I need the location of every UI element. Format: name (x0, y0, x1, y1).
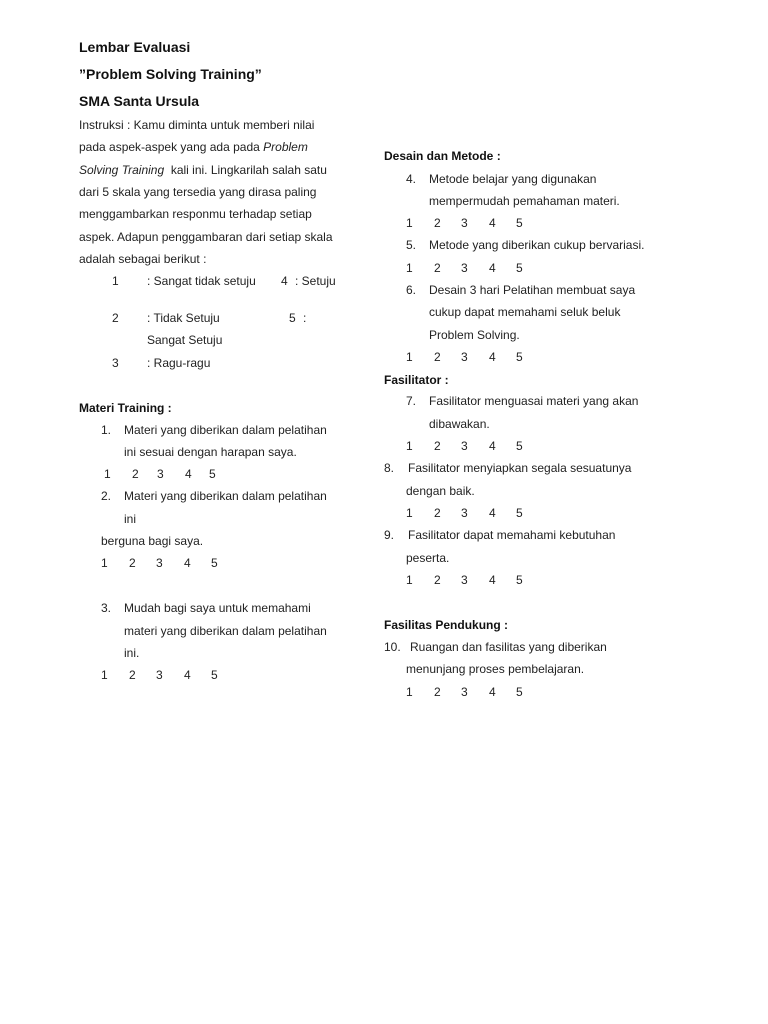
section-heading-pendukung: Fasilitas Pendukung : (384, 618, 509, 632)
legend-label: Sangat Setuju (147, 333, 223, 347)
question-number: 9. (384, 528, 395, 542)
question-number: 4. (406, 172, 417, 186)
question-text: materi yang diberikan dalam pelatihan (124, 624, 327, 638)
title-line-1: Lembar Evaluasi (79, 39, 191, 55)
rating-option-4[interactable]: 4 (489, 506, 496, 520)
rating-option-4[interactable]: 4 (489, 350, 496, 364)
question-number: 3. (101, 601, 112, 615)
question-text: Mudah bagi saya untuk memahami (124, 601, 311, 615)
rating-option-5[interactable]: 5 (516, 685, 523, 699)
question-text: Fasilitator menguasai materi yang akan (429, 394, 639, 408)
instructions-line (79, 163, 327, 177)
rating-option-5[interactable]: 5 (516, 439, 523, 453)
rating-option-5[interactable]: 5 (516, 573, 523, 587)
rating-option-3[interactable]: 3 (461, 261, 468, 275)
question-text: ini (124, 512, 137, 526)
question-text: mempermudah pemahaman materi. (429, 194, 620, 208)
instructions-line (79, 140, 308, 154)
rating-option-1[interactable]: 1 (406, 439, 413, 453)
rating-option-4[interactable]: 4 (184, 556, 191, 570)
legend-label: : Tidak Setuju (147, 311, 220, 325)
rating-option-4[interactable]: 4 (489, 439, 496, 453)
rating-option-1[interactable]: 1 (406, 573, 413, 587)
question-text: ini sesuai dengan harapan saya. (124, 445, 297, 459)
rating-option-4[interactable]: 4 (185, 467, 192, 481)
question-text: cukup dapat memahami seluk beluk (429, 305, 621, 319)
rating-option-5[interactable]: 5 (516, 350, 523, 364)
instructions-line: aspek. Adapun penggambaran dari setiap skala (79, 230, 333, 244)
rating-option-1[interactable]: 1 (406, 506, 413, 520)
rating-option-3[interactable]: 3 (461, 216, 468, 230)
question-text: peserta. (406, 551, 450, 565)
rating-option-3[interactable]: 3 (461, 685, 468, 699)
legend-label: : Ragu-ragu (147, 356, 211, 370)
question-number: 6. (406, 283, 417, 297)
question-text: dengan baik. (406, 484, 475, 498)
question-text: Materi yang diberikan dalam pelatihan (124, 489, 327, 503)
rating-option-1[interactable]: 1 (406, 261, 413, 275)
rating-option-2[interactable]: 2 (434, 685, 441, 699)
rating-option-2[interactable]: 2 (434, 350, 441, 364)
rating-option-5[interactable]: 5 (209, 467, 216, 481)
rating-option-2[interactable]: 2 (434, 439, 441, 453)
rating-option-2[interactable]: 2 (434, 506, 441, 520)
instructions-italic: Solving Training (79, 163, 165, 177)
question-number: 1. (101, 423, 112, 437)
legend-label: : Setuju (295, 274, 336, 288)
instructions-line: Instruksi : Kamu diminta untuk memberi nilai (79, 118, 315, 132)
legend-label: : (303, 311, 307, 325)
rating-option-3[interactable]: 3 (156, 556, 163, 570)
section-heading-desain: Desain dan Metode : (384, 149, 501, 163)
legend-number: 1 (112, 274, 119, 288)
question-text: Metode yang diberikan cukup bervariasi. (429, 238, 645, 252)
question-text: Problem Solving. (429, 328, 520, 342)
question-number: 2. (101, 489, 112, 503)
rating-option-4[interactable]: 4 (184, 668, 191, 682)
legend-number: 2 (112, 311, 119, 325)
instructions-text: kali ini. Lingkarilah salah satu (170, 163, 327, 177)
legend-number: 3 (112, 356, 119, 370)
rating-option-2[interactable]: 2 (129, 556, 136, 570)
question-number: 8. (384, 461, 395, 475)
question-number: 5. (406, 238, 417, 252)
rating-option-3[interactable]: 3 (461, 350, 468, 364)
rating-option-2[interactable]: 2 (132, 467, 139, 481)
instructions-line: adalah sebagai berikut : (79, 252, 207, 266)
rating-option-4[interactable]: 4 (489, 573, 496, 587)
title-line-3: SMA Santa Ursula (79, 93, 200, 109)
rating-option-5[interactable]: 5 (211, 556, 218, 570)
instructions-italic: Problem (263, 140, 308, 154)
rating-option-5[interactable]: 5 (516, 216, 523, 230)
question-text: menunjang proses pembelajaran. (406, 662, 585, 676)
rating-option-1[interactable]: 1 (406, 350, 413, 364)
question-text: Materi yang diberikan dalam pelatihan (124, 423, 327, 437)
section-heading-materi: Materi Training : (79, 401, 172, 415)
rating-option-3[interactable]: 3 (461, 439, 468, 453)
rating-option-5[interactable]: 5 (516, 261, 523, 275)
rating-option-3[interactable]: 3 (157, 467, 164, 481)
title-line-2: ”Problem Solving Training” (79, 66, 262, 82)
rating-option-1[interactable]: 1 (101, 668, 108, 682)
rating-option-3[interactable]: 3 (156, 668, 163, 682)
rating-option-1[interactable]: 1 (101, 556, 108, 570)
question-text: Desain 3 hari Pelatihan membuat saya (429, 283, 636, 297)
question-number: 10. (384, 640, 401, 654)
question-text: Ruangan dan fasilitas yang diberikan (410, 640, 607, 654)
question-number: 7. (406, 394, 417, 408)
question-text: Fasilitator menyiapkan segala sesuatunya (408, 461, 632, 475)
question-text: ini. (124, 646, 140, 660)
question-text: dibawakan. (429, 417, 490, 431)
section-heading-fasilitator: Fasilitator : (384, 373, 449, 387)
legend-number: 5 (289, 311, 296, 325)
question-text: Fasilitator dapat memahami kebutuhan (408, 528, 616, 542)
rating-option-3[interactable]: 3 (461, 506, 468, 520)
rating-option-2[interactable]: 2 (434, 573, 441, 587)
rating-option-3[interactable]: 3 (461, 573, 468, 587)
rating-option-2[interactable]: 2 (434, 261, 441, 275)
rating-option-1[interactable]: 1 (406, 685, 413, 699)
rating-option-2[interactable]: 2 (129, 668, 136, 682)
question-text: Metode belajar yang digunakan (429, 172, 597, 186)
rating-option-5[interactable]: 5 (211, 668, 218, 682)
rating-option-4[interactable]: 4 (489, 685, 496, 699)
question-text: berguna bagi saya. (101, 534, 204, 548)
rating-option-4[interactable]: 4 (489, 216, 496, 230)
instructions-text: pada aspek-aspek yang ada pada (79, 140, 264, 154)
instructions-line: dari 5 skala yang tersedia yang dirasa paling (79, 185, 317, 199)
legend-number: 4 (281, 274, 288, 288)
rating-option-5[interactable]: 5 (516, 506, 523, 520)
rating-option-1[interactable]: 1 (406, 216, 413, 230)
rating-option-2[interactable]: 2 (434, 216, 441, 230)
rating-option-1[interactable]: 1 (104, 467, 111, 481)
legend-label: : Sangat tidak setuju (147, 274, 256, 288)
rating-option-4[interactable]: 4 (489, 261, 496, 275)
instructions-line: menggambarkan responmu terhadap setiap (79, 207, 312, 221)
